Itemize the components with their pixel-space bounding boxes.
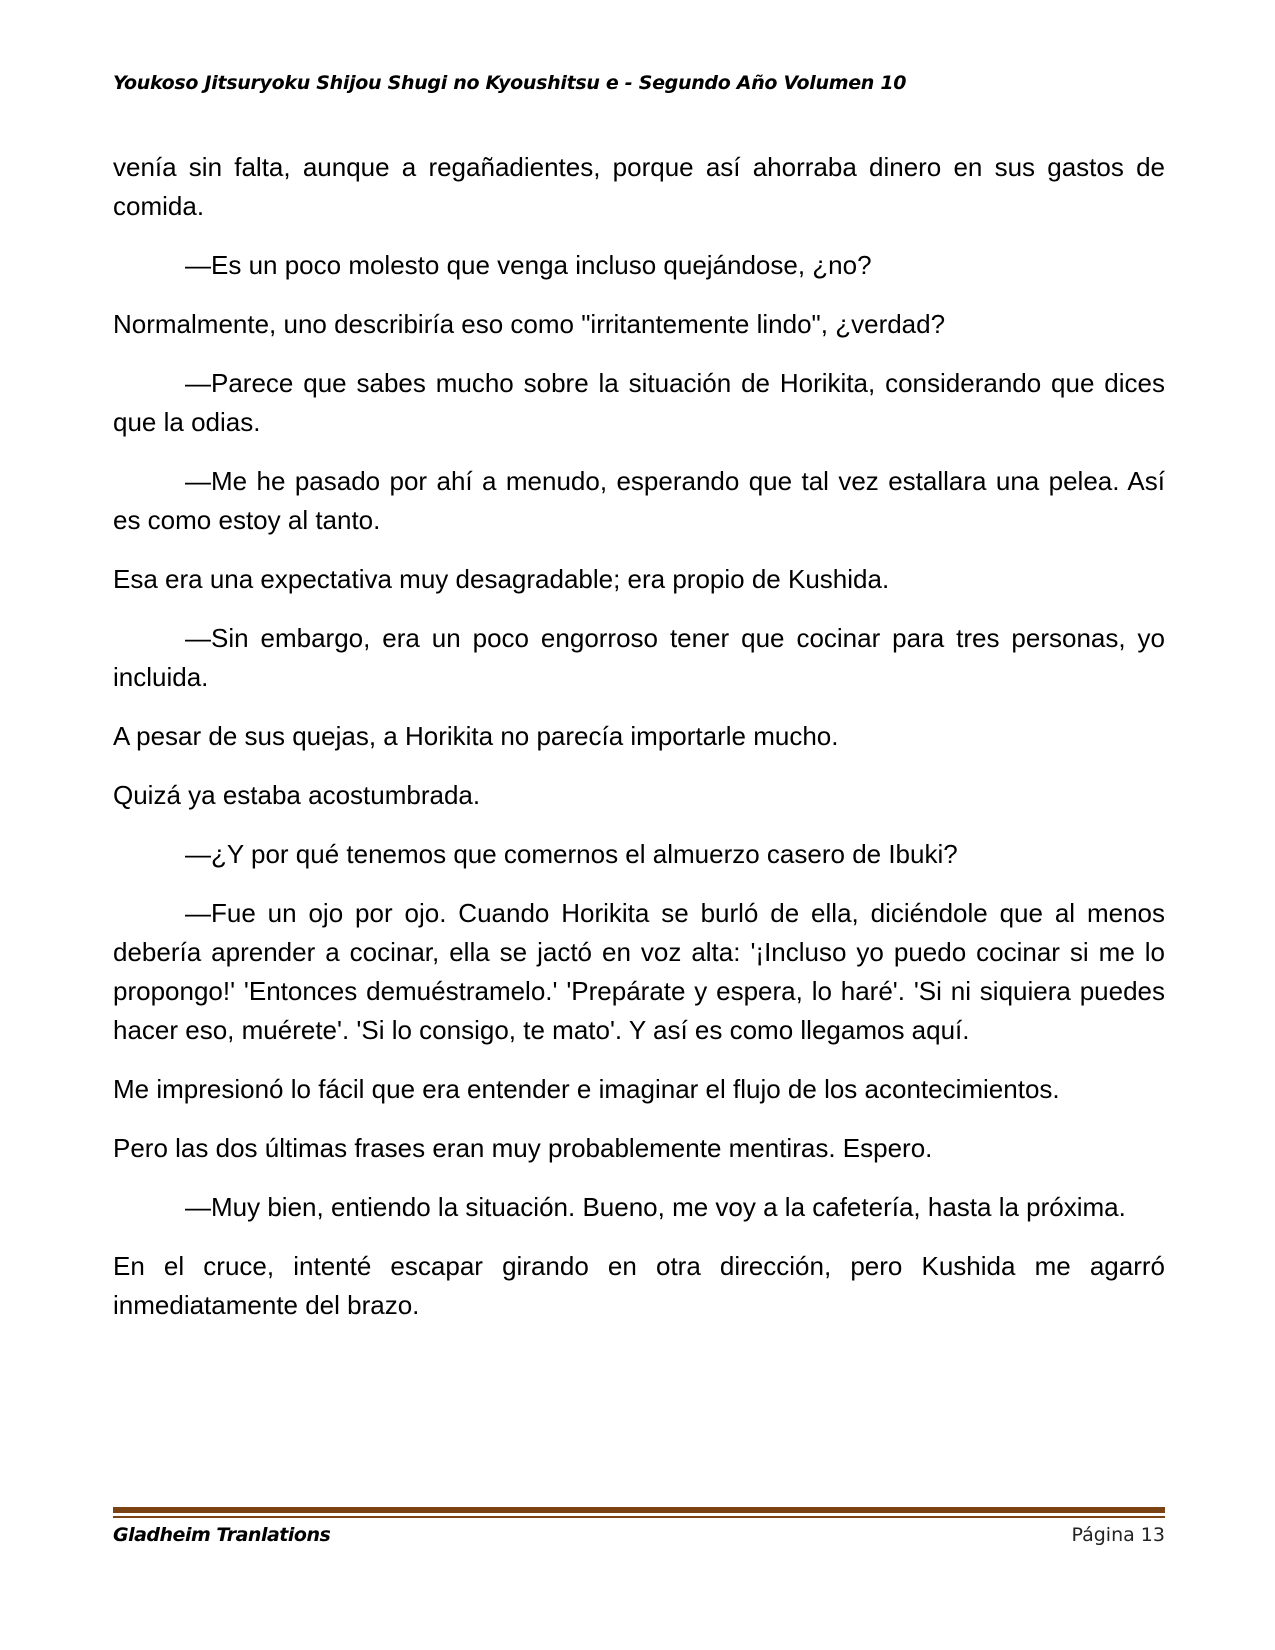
narration-paragraph: Esa era una expectativa muy desagradable; era propio de Kushida. [113, 564, 890, 594]
dialogue-paragraph: —Muy bien, entiendo la situación. Bueno, me voy a la cafetería, hasta la próxima. [185, 1192, 1126, 1222]
narration-paragraph: Pero las dos últimas frases eran muy probablemente mentiras. Espero. [113, 1133, 933, 1163]
dialogue-paragraph: —¿Y por qué tenemos que comernos el almuerzo casero de Ibuki? [185, 839, 958, 869]
narration-paragraph: En el cruce, intenté escapar girando en otra dirección, pero Kushida me agarró inmediatamente del brazo. [113, 1251, 1165, 1320]
narration-paragraph: Normalmente, uno describiría eso como "irritantemente lindo", ¿verdad? [113, 309, 946, 339]
footer-divider-thin [113, 1516, 1165, 1518]
dialogue-paragraph: —Sin embargo, era un poco engorroso tener que cocinar para tres personas, yo incluida. [113, 623, 1165, 692]
footer-divider-thick [113, 1507, 1165, 1513]
dialogue-paragraph: —Me he pasado por ahí a menudo, esperando que tal vez estallara una pelea. Así es como estoy al tanto. [113, 466, 1165, 535]
narration-paragraph: Quizá ya estaba acostumbrada. [113, 780, 481, 810]
narration-paragraph: venía sin falta, aunque a regañadientes, porque así ahorraba dinero en sus gastos de comida. [113, 152, 1165, 221]
narration-paragraph: A pesar de sus quejas, a Horikita no parecía importarle mucho. [113, 721, 839, 751]
dialogue-paragraph: —Es un poco molesto que venga incluso quejándose, ¿no? [185, 250, 872, 280]
dialogue-paragraph: —Parece que sabes mucho sobre la situación de Horikita, considerando que dices que la odias. [113, 368, 1165, 437]
page-number: Página 13 [1071, 1524, 1165, 1546]
running-header: Youkoso Jitsuryoku Shijou Shugi no Kyoushitsu e - Segundo Año Volumen 10 [113, 72, 907, 94]
dialogue-paragraph: —Fue un ojo por ojo. Cuando Horikita se burló de ella, diciéndole que al menos debería aprender a cocinar, ella se jactó en voz alta: '¡Incluso yo puedo cocinar si me lo propongo!' 'Entonces demuéstramelo.' 'Prepárate y espera, lo haré'. 'Si ni siquiera puedes hacer eso, muérete'. 'Si lo consigo, te mato'. Y así es como llegamos aquí. [113, 898, 1165, 1045]
footer-translator: Gladheim Tranlations [113, 1524, 331, 1546]
narration-paragraph: Me impresionó lo fácil que era entender e imaginar el flujo de los acontecimientos. [113, 1074, 1060, 1104]
body-text [113, 148, 1165, 1345]
